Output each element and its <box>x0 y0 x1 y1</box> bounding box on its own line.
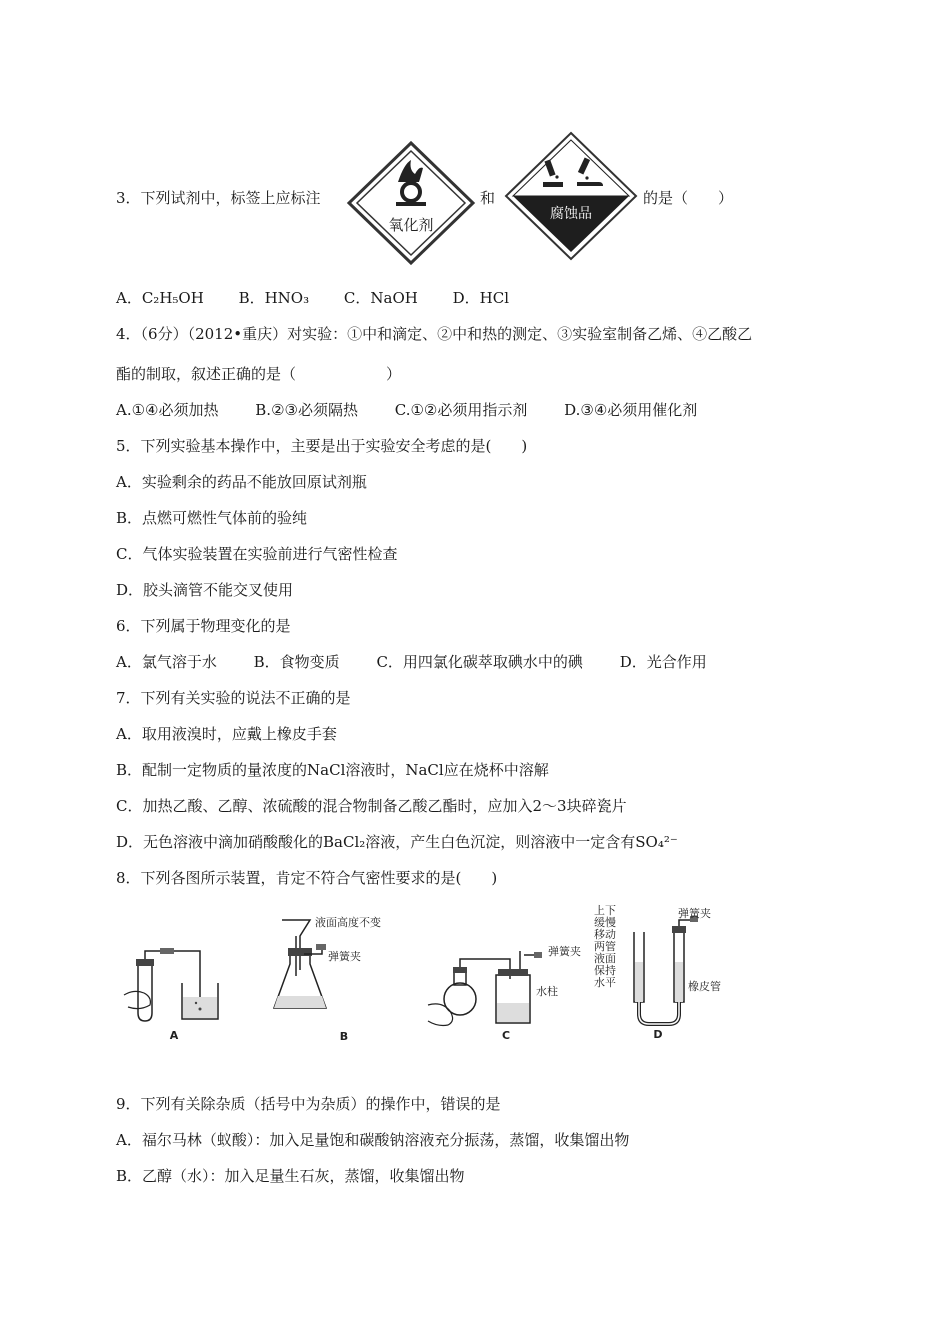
figure-d-note-2: 缓慢 <box>594 916 616 929</box>
figure-d-label: D <box>653 1028 663 1041</box>
q5-stem: 5．下列实验基本操作中，主要是出于实验安全考虑的是( ) <box>116 437 528 455</box>
q3-stem-prefix: 3．下列试剂中，标签上应标注 <box>116 189 321 207</box>
q6-option-a: A．氯气溶于水 <box>116 653 217 671</box>
figure-d-note-6: 保持 <box>594 964 616 977</box>
q5-option-a: A．实验剩余的药品不能放回原试剂瓶 <box>116 473 367 491</box>
q9-stem: 9．下列有关除杂质（括号中为杂质）的操作中，错误的是 <box>116 1095 501 1113</box>
q3-options <box>116 288 539 308</box>
q4-option-d: D.③④必须用催化剂 <box>564 401 698 419</box>
apparatus-c-figure <box>424 935 584 1045</box>
oxidizer-label-icon <box>346 140 476 266</box>
q3-stem-suffix: 的是（ ） <box>643 189 734 207</box>
figure-d-note-5: 液面 <box>594 952 616 965</box>
q3-option-a: A．C₂H₅OH <box>116 289 204 307</box>
q6-option-b: B．食物变质 <box>253 653 340 671</box>
corrosive-label-icon <box>503 130 639 262</box>
q3-option-d: D．HCl <box>452 289 510 307</box>
q6-options <box>116 652 737 672</box>
corrosive-label-text: 腐蚀品 <box>550 206 592 222</box>
q7-stem: 7．下列有关实验的说法不正确的是 <box>116 689 351 707</box>
figure-d-note-3: 移动 <box>594 928 616 941</box>
q5-option-c: C．气体实验装置在实验前进行气密性检查 <box>116 545 398 563</box>
q7-option-d: D．无色溶液中滴加硝酸酸化的BaCl₂溶液，产生白色沉淀，则溶液中一定含有SO₄²⁻ <box>116 833 678 851</box>
oxidizer-label-text: 氧化剂 <box>388 216 434 234</box>
q4-option-a: A.①④必须加热 <box>116 401 219 419</box>
q9-option-b: B．乙醇（水）：加入足量生石灰，蒸馏，收集馏出物 <box>116 1167 465 1185</box>
figure-a-label: A <box>169 1029 179 1042</box>
q5-option-d: D．胶头滴管不能交叉使用 <box>116 581 294 599</box>
apparatus-b-figure <box>270 910 410 1045</box>
figure-d-note-clamp: 弹簧夹 <box>678 907 711 920</box>
q6-option-c: C．用四氯化碳萃取碘水中的碘 <box>376 653 583 671</box>
figure-d-note-1: 上下 <box>594 904 616 917</box>
q9-option-a: A．福尔马林（蚁酸）：加入足量饱和碳酸钠溶液充分振荡，蒸馏，收集馏出物 <box>116 1131 630 1149</box>
q4-option-b: B.②③必须隔热 <box>255 401 358 419</box>
figure-c-note-clamp: 弹簧夹 <box>548 945 581 958</box>
q3-and: 和 <box>480 189 496 207</box>
q4-stem-line1: 4．（6分）（2012•重庆）对实验：①中和滴定、②中和热的测定、③实验室制备乙烯、④乙酸乙 <box>116 325 753 343</box>
q8-stem: 8．下列各图所示装置，肯定不符合气密性要求的是( ) <box>116 869 498 887</box>
q6-option-d: D．光合作用 <box>619 653 707 671</box>
apparatus-d-figure <box>590 902 740 1042</box>
figure-d-note-7: 水平 <box>594 976 616 989</box>
q5-option-b: B．点燃可燃性气体前的验纯 <box>116 509 308 527</box>
q3-option-c: C．NaOH <box>343 289 418 307</box>
figure-d-note-4: 两管 <box>594 940 616 953</box>
figure-c-label: C <box>501 1029 511 1042</box>
q4-options <box>116 400 727 420</box>
figure-b-label: B <box>339 1030 349 1043</box>
q4-option-c: C.①②必须用指示剂 <box>394 401 528 419</box>
figure-b-note-clamp: 弹簧夹 <box>328 950 361 963</box>
q6-stem: 6．下列属于物理变化的是 <box>116 617 291 635</box>
q4-stem-line2: 酯的制取，叙述正确的是（ ） <box>116 365 402 383</box>
q7-option-a: A．取用液溴时，应戴上橡皮手套 <box>116 725 337 743</box>
figure-b-note-level: 液面高度不变 <box>315 916 381 929</box>
q7-option-c: C．加热乙酸、乙醇、浓硫酸的混合物制备乙酸乙酯时，应加入2～3块碎瓷片 <box>116 797 627 815</box>
figure-c-note-water: 水柱 <box>536 985 558 998</box>
q3-option-b: B．HNO₃ <box>238 289 310 307</box>
apparatus-a-figure <box>120 935 240 1045</box>
q7-option-b: B．配制一定物质的量浓度的NaCl溶液时，NaCl应在烧杯中溶解 <box>116 761 549 779</box>
figure-d-note-rubber: 橡皮管 <box>688 980 721 993</box>
